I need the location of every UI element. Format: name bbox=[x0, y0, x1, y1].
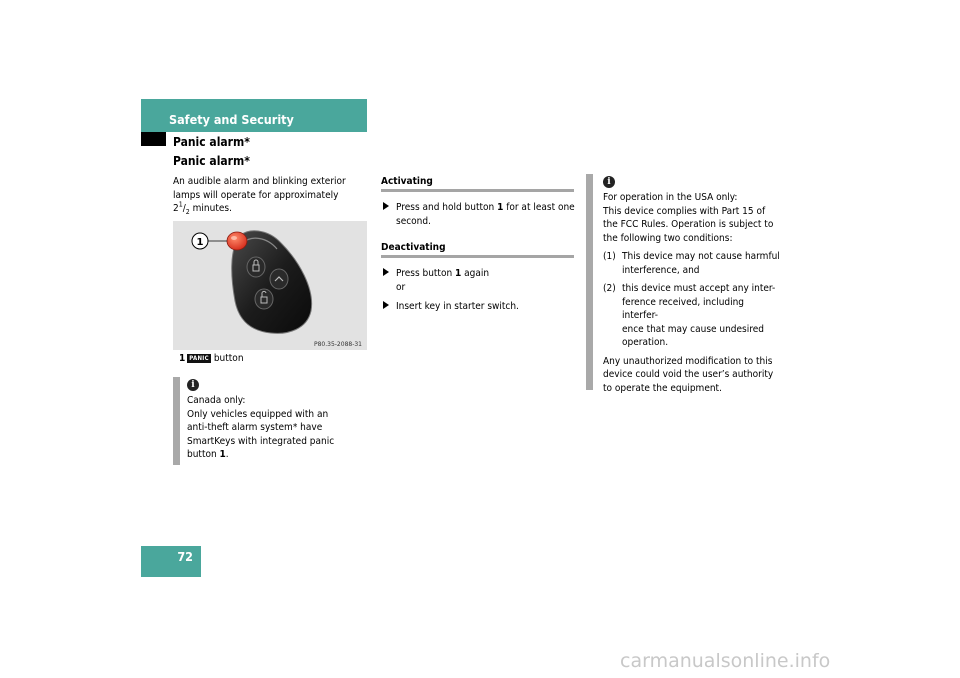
page-number: 72 bbox=[177, 549, 193, 564]
intro-duration-numerator: 1 bbox=[178, 200, 183, 209]
fcc-outro-line: to operate the equipment. bbox=[603, 382, 722, 394]
fcc-condition-1 bbox=[603, 250, 782, 277]
condition-number: (2) bbox=[603, 283, 616, 294]
intro-line-2: lamps will operate for approximately bbox=[173, 189, 339, 201]
intro-duration-denominator: 2 bbox=[185, 208, 190, 216]
condition-line: ence that may cause undesired bbox=[622, 323, 764, 335]
chapter-title: Safety and Security bbox=[169, 112, 294, 127]
fcc-line: the FCC Rules. Operation is subject to bbox=[603, 219, 774, 230]
fcc-outro-line: Any unauthorized modification to this bbox=[603, 355, 773, 367]
caption-number: 1 bbox=[179, 353, 186, 364]
watermark: carmanualsonline.info bbox=[620, 650, 831, 672]
note-canada bbox=[173, 377, 365, 465]
fcc-line: This device complies with Part 15 of bbox=[603, 205, 766, 217]
note-line: SmartKeys with integrated panic bbox=[187, 435, 335, 447]
fcc-condition-2 bbox=[603, 282, 782, 350]
fcc-line: For operation in the USA only: bbox=[603, 192, 738, 203]
activating-step bbox=[383, 201, 575, 228]
trunk-button bbox=[270, 269, 288, 289]
figure-code: P80.35-2088-31 bbox=[313, 341, 362, 348]
note-last-prefix: button bbox=[187, 449, 220, 460]
deactivating-step1-suffix: again bbox=[461, 268, 490, 279]
activating-step-suffix: for at least one bbox=[503, 202, 575, 213]
condition-number: (1) bbox=[603, 251, 616, 262]
note-last-suffix: . bbox=[225, 449, 229, 460]
note-line bbox=[187, 448, 365, 462]
smartkey-photo bbox=[173, 221, 367, 350]
intro-duration-unit: minutes. bbox=[189, 203, 232, 214]
unlock-button bbox=[255, 289, 273, 309]
panic-badge-icon: PANIC bbox=[189, 355, 209, 362]
deactivating-step-1 bbox=[383, 267, 575, 281]
condition-line: This device may not cause harmful bbox=[622, 251, 780, 262]
note-line: anti-theft alarm system* have bbox=[187, 422, 323, 433]
note-line: Canada only: bbox=[187, 395, 246, 406]
condition-line: interference, and bbox=[622, 264, 700, 276]
deactivating-button-ref: 1 bbox=[455, 268, 462, 279]
page-subtitle: Panic alarm* bbox=[173, 135, 250, 149]
condition-line: ference received, including interfer- bbox=[622, 296, 745, 321]
intro-paragraph bbox=[173, 175, 363, 216]
deactivating-step1-prefix: Press button bbox=[396, 268, 456, 279]
bullet-arrow-icon bbox=[383, 202, 389, 210]
bullet-arrow-icon bbox=[383, 268, 389, 276]
deactivating-or: or bbox=[396, 281, 406, 293]
fcc-line: the following two conditions: bbox=[603, 232, 733, 244]
note-fcc bbox=[586, 174, 782, 394]
activating-step-prefix: Press and hold button bbox=[396, 202, 498, 213]
intro-line-1: An audible alarm and blinking exterior bbox=[173, 176, 346, 187]
figure-caption bbox=[179, 353, 244, 364]
info-icon: i bbox=[187, 379, 199, 391]
header-tab-marker bbox=[141, 132, 166, 146]
condition-text bbox=[622, 250, 780, 277]
callout-number: 1 bbox=[196, 237, 204, 248]
activating-step-line bbox=[383, 201, 575, 215]
section-title: Panic alarm* bbox=[173, 154, 250, 168]
condition-line: this device must accept any inter- bbox=[622, 283, 776, 294]
note-button-ref: 1 bbox=[219, 449, 226, 460]
caption-text: button bbox=[213, 353, 244, 364]
activating-step-line2: second. bbox=[396, 215, 431, 227]
deactivating-step2-text: Insert key in starter switch. bbox=[396, 301, 519, 312]
activating-rule bbox=[381, 189, 574, 192]
intro-line-3 bbox=[173, 202, 363, 216]
intro-duration-whole: 2 bbox=[173, 203, 179, 214]
condition-line: operation. bbox=[622, 337, 669, 348]
condition-text bbox=[622, 282, 782, 350]
info-icon: i bbox=[603, 176, 615, 188]
deactivating-step-2 bbox=[383, 300, 575, 314]
activating-button-ref: 1 bbox=[497, 202, 504, 213]
activating-heading: Activating bbox=[381, 176, 433, 187]
intro-duration-slash: / bbox=[182, 203, 186, 214]
fcc-outro-line: device could void the user’s authority bbox=[603, 369, 774, 380]
panic-button bbox=[227, 232, 247, 250]
note-line: Only vehicles equipped with an bbox=[187, 408, 329, 420]
panic-button-glint bbox=[231, 236, 237, 240]
deactivating-rule bbox=[381, 255, 574, 258]
deactivating-heading: Deactivating bbox=[381, 242, 446, 253]
bullet-arrow-icon bbox=[383, 301, 389, 309]
deactivating-steps bbox=[383, 267, 575, 314]
smartkey-illustration bbox=[173, 221, 367, 350]
